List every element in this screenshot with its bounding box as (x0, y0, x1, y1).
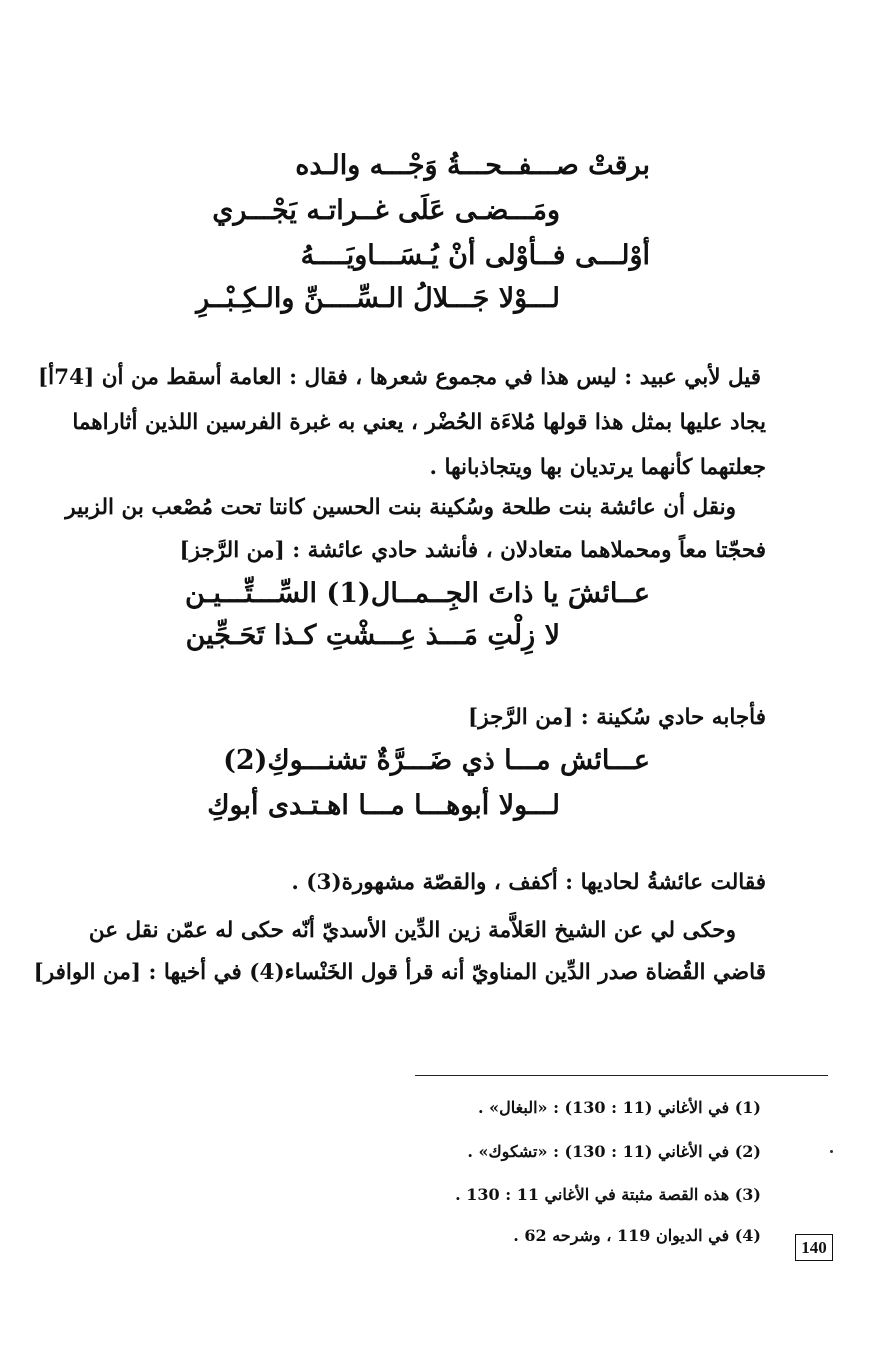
prose-line-6: فأجابه حادي سُكينة : [من الرَّجز] (468, 705, 766, 730)
verse-line-7: عـــائش مـــا ذي ضَـــرَّةٌ تشنـــوكِ(2) (223, 745, 650, 776)
verse-line-3: أوْلـــى فــأوْلى أنْ يُـسَـــاويَــــهُ (300, 240, 650, 271)
verse-line-5: عــائشَ يا ذاتَ الجِــمــال(1) السِّـــتِّـــيـن (184, 578, 650, 609)
verse-line-2: ومَـــضـى عَلَى غــراتـه يَجْـــري (212, 195, 560, 226)
prose-line-1: قيل لأبي عبيد : ليس هذا في مجموع شعرها ، فقال : العامة أسقط من أن [74أ] (37, 365, 761, 390)
prose-line-9: قاضي القُضاة صدر الدِّين المناويّ أنه قرأ قول الخَنْساء(4) في أخيها : [من الوافر] (33, 960, 766, 985)
prose-line-3: جعلتهما كأنهما يرتديان بها ويتجاذبانها . (429, 455, 766, 480)
verse-line-6: لا زِلْتِ مَـــذ عِـــشْتِ كـذا تَحَـجِّين (185, 620, 560, 651)
prose-line-8: وحكى لي عن الشيخ العَلاَّمة زين الدِّين الأسديّ أنّه حكى له عمّن نقل عن (88, 918, 736, 943)
footnote-divider (415, 1075, 828, 1076)
verse-line-8: لـــولا أبوهـــا مـــا اهـتـدى أبوكِ (207, 790, 560, 821)
footnote-3: (3) هذه القصة مثبتة في الأغاني 11 : 130 . (455, 1185, 761, 1204)
prose-line-5: فحجّتا معاً ومحملاهما متعادلان ، فأنشد حادي عائشة : [من الرَّجز] (179, 538, 766, 563)
verse-line-4: لـــوْلا جَـــلالُ الـسِّــــنِّ والـكِـبْــرِ (196, 283, 560, 314)
scan-speck (830, 1150, 833, 1153)
footnote-1: (1) في الأغاني (11 : 130) : «البغال» . (478, 1098, 761, 1117)
verse-line-1: برقتْ صـــفــحـــةُ وَجْـــه والـده (295, 150, 650, 181)
page-number: 140 (795, 1234, 833, 1261)
footnote-4: (4) في الديوان 119 ، وشرحه 62 . (513, 1226, 761, 1245)
prose-line-2: يجاد عليها بمثل هذا قولها مُلاءَة الحُضْر ، يعني به غبرة الفرسين اللذين أثاراهما (72, 410, 766, 435)
footnote-2: (2) في الأغاني (11 : 130) : «تشكوك» . (467, 1142, 761, 1161)
prose-line-7: فقالت عائشةُ لحاديها : أكفف ، والقصّة مشهورة(3) . (291, 870, 766, 895)
prose-line-4: ونقل أن عائشة بنت طلحة وسُكينة بنت الحسين كانتا تحت مُصْعب بن الزبير (65, 495, 736, 520)
